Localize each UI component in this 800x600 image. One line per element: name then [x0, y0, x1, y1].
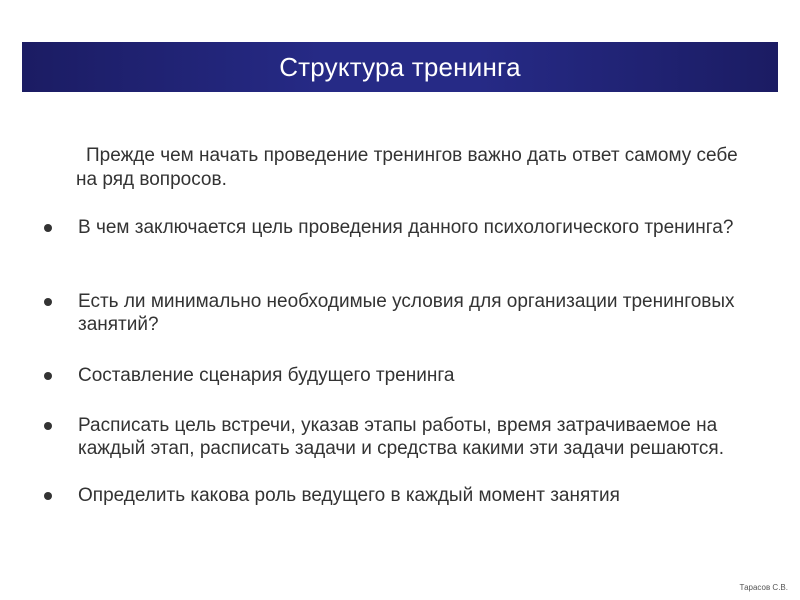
bullet-text: Расписать цель встречи, указав этапы работы, время затрачиваемое на каждый этап, расписать задачи и средства какими эти задачи решаются. — [78, 415, 724, 459]
bullet-text: Составление сценария будущего тренинга — [78, 365, 455, 386]
bullet-dot-icon — [44, 492, 52, 500]
bullet-text: Есть ли минимально необходимые условия для организации тренинговых занятий? — [78, 291, 735, 335]
author-footer: Тарасов С.В. — [739, 583, 788, 592]
bullet-text: В чем заключается цель проведения данного психологического тренинга? — [78, 217, 734, 238]
bullet-dot-icon — [44, 422, 52, 430]
title-bar — [22, 42, 778, 92]
bullet-dot-icon — [44, 372, 52, 380]
slide-title: Структура тренинга — [279, 51, 521, 82]
bullet-text: Определить какова роль ведущего в каждый момент занятия — [78, 485, 620, 506]
bullet-dot-icon — [44, 224, 52, 232]
bullet-dot-icon — [44, 298, 52, 306]
intro-paragraph: Прежде чем начать проведение тренингов важно дать ответ самому себе на ряд вопросов. — [76, 145, 738, 190]
